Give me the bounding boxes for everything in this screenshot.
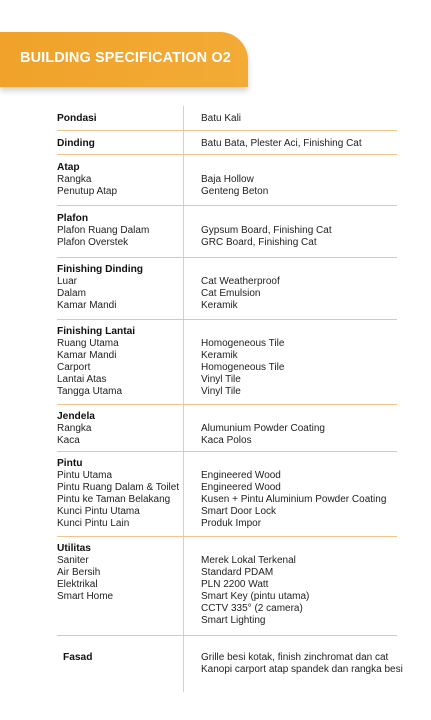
spec-label-col bbox=[57, 264, 183, 312]
spec-label-col bbox=[57, 326, 183, 397]
spec-label: Rangka bbox=[57, 173, 92, 185]
spec-label-col bbox=[57, 213, 183, 249]
spec-value-col bbox=[201, 652, 401, 676]
spec-label: Kunci Pintu Lain bbox=[57, 517, 130, 529]
spec-value: Merek Lokal Terkenal bbox=[201, 555, 296, 566]
spec-label-col bbox=[57, 458, 183, 529]
section-heading: Utilitas bbox=[57, 543, 91, 554]
spec-value: Homogeneous Tile bbox=[201, 338, 285, 349]
spec-label: Luar bbox=[57, 275, 78, 287]
column-divider bbox=[183, 106, 184, 130]
spec-label-col bbox=[57, 138, 183, 150]
spec-value: Vinyl Tile bbox=[201, 373, 241, 385]
spec-label-col bbox=[57, 113, 183, 125]
column-divider bbox=[183, 131, 184, 154]
spec-value: Cat Emulsion bbox=[201, 287, 261, 299]
spec-value: Vinyl Tile bbox=[201, 385, 241, 397]
spec-label: Kamar Mandi bbox=[57, 299, 117, 311]
section-heading: Dinding bbox=[57, 138, 95, 149]
spec-label: Penutup Atap bbox=[57, 185, 118, 197]
section-heading: Pondasi bbox=[57, 113, 97, 124]
spec-value: Keramik bbox=[201, 349, 238, 361]
column-divider bbox=[183, 258, 184, 319]
spec-row-pintu bbox=[57, 452, 397, 537]
spec-label-col bbox=[57, 162, 183, 198]
section-heading: Atap bbox=[57, 162, 80, 173]
spec-value-col bbox=[201, 470, 401, 530]
column-divider bbox=[183, 206, 184, 257]
spec-value: Baja Hollow bbox=[201, 174, 254, 185]
spec-value: CCTV 335° (2 camera) bbox=[201, 602, 303, 614]
spec-value-col bbox=[201, 225, 401, 249]
column-divider bbox=[183, 537, 184, 635]
column-divider bbox=[183, 405, 184, 451]
spec-label: Dalam bbox=[57, 287, 86, 299]
section-heading: Plafon bbox=[57, 213, 89, 224]
spec-value-col bbox=[201, 138, 401, 150]
spec-label: Kamar Mandi bbox=[57, 349, 117, 361]
spec-value: Alumunium Powder Coating bbox=[201, 423, 325, 434]
section-heading: Jendela bbox=[57, 411, 95, 422]
spec-row-plafon bbox=[57, 206, 397, 258]
spec-label-col bbox=[63, 652, 189, 664]
spec-value: Kusen + Pintu Aluminium Powder Coating bbox=[201, 493, 387, 505]
spec-label: Pintu Ruang Dalam & Toilet bbox=[57, 481, 180, 493]
spec-value-col bbox=[201, 338, 401, 398]
spec-row-fasad bbox=[57, 636, 403, 692]
title-banner bbox=[0, 32, 248, 87]
spec-label: Pintu ke Taman Belakang bbox=[57, 493, 171, 505]
spec-label-col bbox=[57, 411, 183, 447]
spec-label: Tangga Utama bbox=[57, 385, 123, 397]
column-divider bbox=[183, 320, 184, 404]
spec-label-col bbox=[57, 543, 183, 603]
banner-title: BUILDING SPECIFICATION O2 bbox=[20, 50, 231, 66]
spec-value: Keramik bbox=[201, 299, 238, 311]
spec-value: Homogeneous Tile bbox=[201, 361, 285, 373]
spec-row-finishing-lantai bbox=[57, 320, 397, 405]
spec-value: Kanopi carport atap spandek dan rangka besi bbox=[201, 663, 403, 675]
spec-label: Plafon Overstek bbox=[57, 236, 129, 248]
spec-row-jendela bbox=[57, 405, 397, 452]
spec-value: Grille besi kotak, finish zinchromat dan cat bbox=[201, 652, 389, 663]
spec-label: Plafon Ruang Dalam bbox=[57, 224, 150, 236]
spec-value: Batu Bata, Plester Aci, Finishing Cat bbox=[201, 138, 362, 149]
spec-value: Smart Lighting bbox=[201, 614, 266, 626]
spec-value: Produk Impor bbox=[201, 517, 262, 529]
spec-row-dinding bbox=[57, 131, 397, 155]
spec-value-col bbox=[201, 555, 401, 626]
spec-label: Kunci Pintu Utama bbox=[57, 505, 140, 517]
spec-table bbox=[57, 106, 403, 692]
spec-label: Pintu Utama bbox=[57, 469, 113, 481]
spec-row-finishing-dinding bbox=[57, 258, 397, 320]
column-divider bbox=[183, 452, 184, 536]
section-heading: Fasad bbox=[63, 652, 93, 663]
spec-label: Saniter bbox=[57, 554, 89, 566]
spec-label: Kaca bbox=[57, 434, 80, 446]
column-divider bbox=[183, 155, 184, 205]
spec-value-col bbox=[201, 276, 401, 312]
section-heading: Finishing Dinding bbox=[57, 264, 144, 275]
spec-value: Standard PDAM bbox=[201, 566, 274, 578]
spec-row-atap bbox=[57, 155, 397, 206]
spec-label: Smart Home bbox=[57, 590, 114, 602]
section-heading: Finishing Lantai bbox=[57, 326, 136, 337]
spec-row-utilitas bbox=[57, 537, 397, 636]
spec-value: Engineered Wood bbox=[201, 481, 281, 493]
spec-value: Kaca Polos bbox=[201, 434, 252, 446]
spec-value: Genteng Beton bbox=[201, 185, 269, 197]
spec-label: Air Bersih bbox=[57, 566, 101, 578]
spec-value-col bbox=[201, 113, 401, 125]
spec-row-pondasi bbox=[57, 106, 397, 131]
spec-value-col bbox=[201, 174, 401, 198]
section-heading: Pintu bbox=[57, 458, 83, 469]
spec-value: Smart Door Lock bbox=[201, 505, 277, 517]
spec-value: PLN 2200 Watt bbox=[201, 578, 269, 590]
spec-label: Carport bbox=[57, 361, 91, 373]
spec-value: Gypsum Board, Finishing Cat bbox=[201, 225, 332, 236]
spec-label: Rangka bbox=[57, 422, 92, 434]
spec-value: GRC Board, Finishing Cat bbox=[201, 236, 317, 248]
spec-value-col bbox=[201, 423, 401, 447]
spec-value: Smart Key (pintu utama) bbox=[201, 590, 310, 602]
spec-value: Engineered Wood bbox=[201, 470, 281, 481]
spec-label: Lantai Atas bbox=[57, 373, 107, 385]
column-divider bbox=[183, 636, 184, 692]
spec-label: Elektrikal bbox=[57, 578, 98, 590]
spec-value: Cat Weatherproof bbox=[201, 276, 280, 287]
spec-value: Batu Kali bbox=[201, 113, 242, 124]
spec-label: Ruang Utama bbox=[57, 337, 119, 349]
